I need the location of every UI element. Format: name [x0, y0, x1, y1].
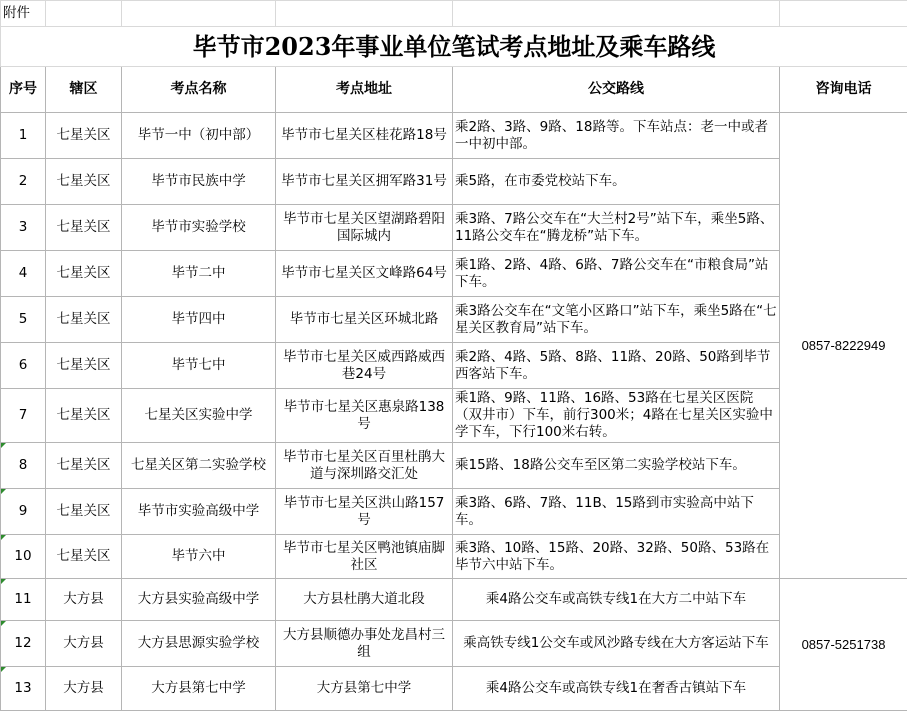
- row-site-address: 大方县杜鹃大道北段: [276, 579, 453, 621]
- page-title: 毕节市2023年事业单位笔试考点地址及乘车路线: [1, 27, 907, 67]
- row-site-address: 毕节市七星关区望湖路碧阳国际城内: [276, 205, 453, 251]
- row-site-name: 大方县第七中学: [122, 667, 276, 711]
- row-site-name: 毕节四中: [122, 297, 276, 343]
- row-district: 七星关区: [46, 443, 122, 489]
- row-index: 11: [1, 579, 46, 621]
- header-index: 序号: [1, 67, 46, 113]
- row-index: 2: [1, 159, 46, 205]
- table-row: [1, 443, 907, 489]
- table-row: [1, 489, 907, 535]
- row-site-address: 毕节市七星关区拥军路31号: [276, 159, 453, 205]
- row-district: 七星关区: [46, 297, 122, 343]
- row-index: 12: [1, 621, 46, 667]
- phone-qixingguan: 0857-8222949: [780, 113, 907, 579]
- table-row: [1, 389, 907, 443]
- row-site-name: 毕节市实验学校: [122, 205, 276, 251]
- row-site-name: 毕节六中: [122, 535, 276, 579]
- empty-cell: [276, 1, 453, 27]
- row-bus-route: 乘15路、18路公交车至区第二实验学校站下车。: [453, 443, 780, 489]
- row-bus-route: 乘5路，在市委党校站下车。: [453, 159, 780, 205]
- table-row: [1, 205, 907, 251]
- row-bus-route: 乘1路、2路、4路、6路、7路公交车在“市粮食局”站下车。: [453, 251, 780, 297]
- table-row: [1, 159, 907, 205]
- header-bus-route: 公交路线: [453, 67, 780, 113]
- row-district: 七星关区: [46, 251, 122, 297]
- empty-cell: [122, 1, 276, 27]
- table-row: [1, 297, 907, 343]
- row-site-name: 大方县实验高级中学: [122, 579, 276, 621]
- row-bus-route: 乘3路、6路、7路、11B、15路到市实验高中站下车。: [453, 489, 780, 535]
- row-district: 七星关区: [46, 343, 122, 389]
- row-site-address: 大方县第七中学: [276, 667, 453, 711]
- row-district: 大方县: [46, 667, 122, 711]
- header-site-name: 考点名称: [122, 67, 276, 113]
- row-site-name: 毕节二中: [122, 251, 276, 297]
- row-bus-route: 乘3路公交车在“文笔小区路口”站下车，乘坐5路在“七星关区教育局”站下车。: [453, 297, 780, 343]
- row-index: 13: [1, 667, 46, 711]
- row-index: 4: [1, 251, 46, 297]
- row-site-name: 大方县思源实验学校: [122, 621, 276, 667]
- row-district: 七星关区: [46, 389, 122, 443]
- row-site-address: 毕节市七星关区鸭池镇庙脚社区: [276, 535, 453, 579]
- row-index: 1: [1, 113, 46, 159]
- header-site-address: 考点地址: [276, 67, 453, 113]
- row-index: 5: [1, 297, 46, 343]
- row-site-address: 毕节市七星关区惠泉路138号: [276, 389, 453, 443]
- table-row: [1, 343, 907, 389]
- row-bus-route: 乘高铁专线1公交车或风沙路专线在大方客运站下车: [453, 621, 780, 667]
- table-row: [1, 113, 907, 159]
- row-site-name: 毕节市实验高级中学: [122, 489, 276, 535]
- row-site-address: 毕节市七星关区洪山路157号: [276, 489, 453, 535]
- table-row: [1, 579, 907, 621]
- row-site-name: 毕节一中（初中部）: [122, 113, 276, 159]
- empty-cell: [46, 1, 122, 27]
- row-index: 6: [1, 343, 46, 389]
- table-row: [1, 621, 907, 667]
- row-site-name: 毕节七中: [122, 343, 276, 389]
- row-bus-route: 乘3路、7路公交车在“大兰村2号”站下车，乘坐5路、11路公交车在“腾龙桥”站下车。: [453, 205, 780, 251]
- row-district: 七星关区: [46, 535, 122, 579]
- table-row: [1, 535, 907, 579]
- row-site-address: 毕节市七星关区桂花路18号: [276, 113, 453, 159]
- row-index: 3: [1, 205, 46, 251]
- row-district: 七星关区: [46, 159, 122, 205]
- row-site-name: 毕节市民族中学: [122, 159, 276, 205]
- row-site-name: 七星关区实验中学: [122, 389, 276, 443]
- phone-dafang: 0857-5251738: [780, 579, 907, 711]
- row-index: 9: [1, 489, 46, 535]
- row-site-address: 毕节市七星关区百里杜鹃大道与深圳路交汇处: [276, 443, 453, 489]
- table-row: [1, 251, 907, 297]
- row-bus-route: 乘1路、9路、11路、16路、53路在七星关区医院（双井市）下车，前行300米；4路在七星关区实验中学下车，下行100米右转。: [453, 389, 780, 443]
- empty-cell: [780, 1, 907, 27]
- row-site-address: 毕节市七星关区文峰路64号: [276, 251, 453, 297]
- row-bus-route: 乘4路公交车或高铁专线1在奢香古镇站下车: [453, 667, 780, 711]
- row-district: 七星关区: [46, 205, 122, 251]
- empty-cell: [453, 1, 780, 27]
- row-district: 大方县: [46, 621, 122, 667]
- header-phone: 咨询电话: [780, 67, 907, 113]
- row-index: 10: [1, 535, 46, 579]
- table-row: [1, 667, 907, 711]
- row-index: 7: [1, 389, 46, 443]
- attachment-label: 附件: [1, 1, 46, 27]
- row-bus-route: 乘2路、3路、9路、18路等。下车站点：老一中或者一中初中部。: [453, 113, 780, 159]
- row-district: 七星关区: [46, 113, 122, 159]
- row-bus-route: 乘3路、10路、15路、20路、32路、50路、53路在毕节六中站下车。: [453, 535, 780, 579]
- row-site-name: 七星关区第二实验学校: [122, 443, 276, 489]
- header-district: 辖区: [46, 67, 122, 113]
- row-district: 七星关区: [46, 489, 122, 535]
- row-site-address: 大方县顺德办事处龙昌村三组: [276, 621, 453, 667]
- row-site-address: 毕节市七星关区威西路威西巷24号: [276, 343, 453, 389]
- row-district: 大方县: [46, 579, 122, 621]
- row-index: 8: [1, 443, 46, 489]
- row-site-address: 毕节市七星关区环城北路: [276, 297, 453, 343]
- row-bus-route: 乘4路公交车或高铁专线1在大方二中站下车: [453, 579, 780, 621]
- row-bus-route: 乘2路、4路、5路、8路、11路、20路、50路到毕节西客站下车。: [453, 343, 780, 389]
